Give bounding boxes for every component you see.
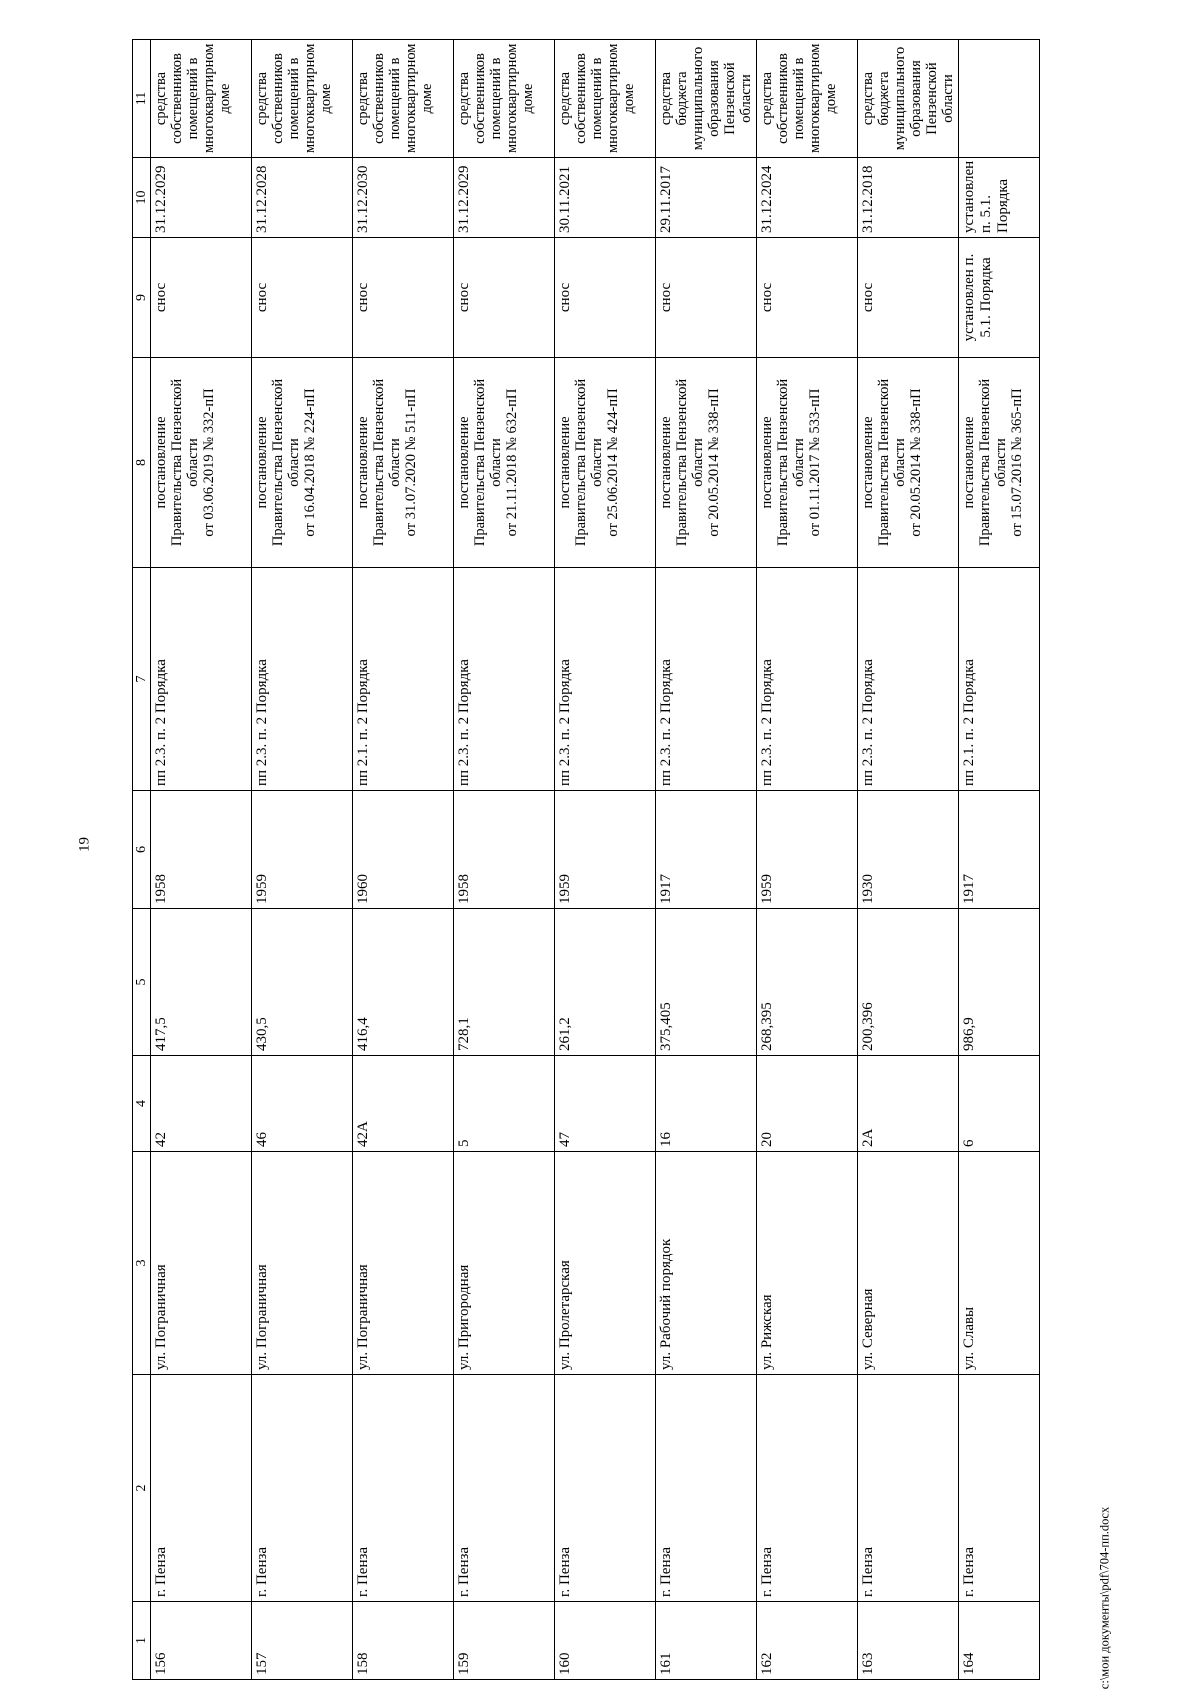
city-cell: г. Пенза: [757, 1375, 858, 1602]
decree-line: от 03.06.2019 № 332-пП: [201, 388, 217, 537]
column-header: 10: [133, 158, 151, 238]
funding-line: помещений в: [488, 57, 504, 140]
funding-line: области: [738, 74, 754, 123]
column-header: 3: [133, 1152, 151, 1375]
basis-cell: пп 2.3. п. 2 Порядка: [555, 568, 656, 791]
column-header: 11: [133, 40, 151, 158]
funding-line: муниципального: [892, 46, 908, 151]
street-cell: ул. Пограничная: [151, 1152, 252, 1375]
basis-cell: пп 2.3. п. 2 Порядка: [757, 568, 858, 791]
basis-cell: пп 2.3. п. 2 Порядка: [858, 568, 959, 791]
city-cell: г. Пенза: [858, 1375, 959, 1602]
decree-line: от 01.11.2017 № 533-пП: [807, 388, 823, 537]
area-cell: 430,5: [252, 909, 353, 1056]
area-cell: 268,395: [757, 909, 858, 1056]
funding-line: средства: [759, 71, 775, 126]
house-number-cell: 46: [252, 1056, 353, 1152]
house-number-cell: 16: [656, 1056, 757, 1152]
decree-line: от 20.05.2014 № 338-пП: [706, 388, 722, 537]
house-number-cell: 42А: [353, 1056, 454, 1152]
decree-cell: [151, 358, 252, 568]
street-cell: ул. Рижская: [757, 1152, 858, 1375]
deadline-cell: установлен п. 5.1. Порядка: [959, 158, 1040, 238]
decree-cell: [454, 358, 555, 568]
decree-line: области: [387, 438, 403, 487]
column-header: 6: [133, 791, 151, 909]
action-cell: установлен п. 5.1. Порядка: [959, 238, 1040, 358]
table-row: [858, 40, 959, 1680]
funding-line: помещений в: [791, 57, 807, 140]
action-cell: снос: [656, 238, 757, 358]
deadline-cell: 31.12.2028: [252, 158, 353, 238]
column-header: 1: [133, 1602, 151, 1680]
house-number-cell: 42: [151, 1056, 252, 1152]
funding-line: доме: [419, 83, 435, 114]
house-number-cell: 20: [757, 1056, 858, 1152]
decree-cell: [656, 358, 757, 568]
action-cell: снос: [555, 238, 656, 358]
year-cell: 1917: [656, 791, 757, 909]
year-cell: 1959: [757, 791, 858, 909]
header-row: [133, 40, 151, 1680]
street-cell: ул. Рабочий порядок: [656, 1152, 757, 1375]
funding-cell: [858, 40, 959, 158]
year-cell: 1958: [151, 791, 252, 909]
area-cell: 375,405: [656, 909, 757, 1056]
decree-line: постановление: [153, 416, 169, 509]
funding-cell: [656, 40, 757, 158]
funding-line: бюджета: [876, 71, 892, 126]
street-cell: ул. Пограничная: [252, 1152, 353, 1375]
row-number-cell: 160: [555, 1602, 656, 1680]
row-number-cell: 157: [252, 1602, 353, 1680]
street-cell: ул. Пригородная: [454, 1152, 555, 1375]
decree-line: от 31.07.2020 № 511-пП: [403, 388, 419, 537]
funding-line: доме: [318, 83, 334, 114]
action-cell: снос: [151, 238, 252, 358]
decree-line: области: [286, 438, 302, 487]
decree-line: области: [185, 438, 201, 487]
decree-line: области: [791, 438, 807, 487]
decree-line: постановление: [658, 416, 674, 509]
year-cell: 1958: [454, 791, 555, 909]
funding-line: образования: [908, 60, 924, 137]
year-cell: 1959: [252, 791, 353, 909]
decree-line: Правительства Пензенской: [876, 378, 892, 547]
funding-line: средства: [658, 71, 674, 126]
decree-line: Правительства Пензенской: [573, 378, 589, 547]
area-cell: 417,5: [151, 909, 252, 1056]
decree-cell: [959, 358, 1040, 568]
column-header: 2: [133, 1375, 151, 1602]
funding-line: средства: [557, 71, 573, 126]
area-cell: 416,4: [353, 909, 454, 1056]
decree-line: области: [993, 438, 1009, 487]
funding-line: доме: [621, 83, 637, 114]
deadline-cell: 31.12.2024: [757, 158, 858, 238]
row-number-cell: 156: [151, 1602, 252, 1680]
funding-line: многоквартирном: [302, 43, 318, 153]
table-row: [555, 40, 656, 1680]
deadline-cell: 31.12.2030: [353, 158, 454, 238]
decree-line: от 20.05.2014 № 338-пП: [908, 388, 924, 537]
street-cell: ул. Пограничная: [353, 1152, 454, 1375]
deadline-cell: 30.11.2021: [555, 158, 656, 238]
funding-line: многоквартирном: [807, 43, 823, 153]
decree-line: области: [488, 438, 504, 487]
decree-line: Правительства Пензенской: [775, 378, 791, 547]
funding-line: средства: [254, 71, 270, 126]
city-cell: г. Пенза: [555, 1375, 656, 1602]
decree-line: постановление: [254, 416, 270, 509]
row-number-cell: 164: [959, 1602, 1040, 1680]
year-cell: 1930: [858, 791, 959, 909]
funding-line: собственников: [169, 53, 185, 144]
funding-line: области: [940, 74, 956, 123]
decree-line: постановление: [355, 416, 371, 509]
deadline-cell: 31.12.2018: [858, 158, 959, 238]
funding-line: доме: [520, 83, 536, 114]
funding-line: помещений в: [387, 57, 403, 140]
table-row: [454, 40, 555, 1680]
row-number-cell: 158: [353, 1602, 454, 1680]
area-cell: 986,9: [959, 909, 1040, 1056]
decree-line: постановление: [759, 416, 775, 509]
table-row: [757, 40, 858, 1680]
funding-cell: [151, 40, 252, 158]
decree-line: от 15.07.2016 № 365-пП: [1009, 388, 1025, 537]
footer-file-path: [1090, 1506, 1120, 1690]
column-header: 8: [133, 358, 151, 568]
funding-line: муниципального: [690, 46, 706, 151]
column-header: 7: [133, 568, 151, 791]
decree-line: области: [892, 438, 908, 487]
basis-cell: пп 2.3. п. 2 Порядка: [454, 568, 555, 791]
action-cell: снос: [353, 238, 454, 358]
decree-line: от 25.06.2014 № 424-пП: [605, 388, 621, 537]
decree-cell: [353, 358, 454, 568]
house-number-cell: 2А: [858, 1056, 959, 1152]
funding-cell: [959, 40, 1040, 158]
year-cell: 1917: [959, 791, 1040, 909]
house-number-cell: 6: [959, 1056, 1040, 1152]
funding-line: помещений в: [286, 57, 302, 140]
decree-line: от 16.04.2018 № 224-пП: [302, 388, 318, 537]
basis-cell: пп 2.3. п. 2 Порядка: [252, 568, 353, 791]
table-row: [656, 40, 757, 1680]
funding-line: бюджета: [674, 71, 690, 126]
decree-line: Правительства Пензенской: [674, 378, 690, 547]
funding-line: помещений в: [185, 57, 201, 140]
funding-line: средства: [860, 71, 876, 126]
decree-cell: [555, 358, 656, 568]
decree-line: Правительства Пензенской: [472, 378, 488, 547]
funding-line: помещений в: [589, 57, 605, 140]
deadline-cell: 29.11.2017: [656, 158, 757, 238]
city-cell: г. Пенза: [454, 1375, 555, 1602]
area-cell: 200,396: [858, 909, 959, 1056]
funding-line: собственников: [371, 53, 387, 144]
funding-line: образования: [706, 60, 722, 137]
row-number-cell: 159: [454, 1602, 555, 1680]
city-cell: г. Пенза: [353, 1375, 454, 1602]
funding-line: доме: [217, 83, 233, 114]
funding-line: доме: [823, 83, 839, 114]
basis-cell: пп 2.1. п. 2 Порядка: [959, 568, 1040, 791]
decree-line: от 21.11.2018 № 632-пП: [504, 388, 520, 537]
decree-cell: [252, 358, 353, 568]
column-header: 9: [133, 238, 151, 358]
year-cell: 1960: [353, 791, 454, 909]
decree-line: постановление: [860, 416, 876, 509]
decree-line: области: [589, 438, 605, 487]
funding-line: Пензенской: [722, 62, 738, 135]
funding-cell: [555, 40, 656, 158]
funding-line: Пензенской: [924, 62, 940, 135]
funding-cell: [252, 40, 353, 158]
year-cell: 1959: [555, 791, 656, 909]
table-row: [959, 40, 1040, 1680]
house-number-cell: 47: [555, 1056, 656, 1152]
decree-line: постановление: [961, 416, 977, 509]
city-cell: г. Пенза: [959, 1375, 1040, 1602]
decree-line: Правительства Пензенской: [169, 378, 185, 547]
action-cell: снос: [858, 238, 959, 358]
decree-line: постановление: [456, 416, 472, 509]
funding-line: собственников: [472, 53, 488, 144]
deadline-cell: 31.12.2029: [454, 158, 555, 238]
row-number-cell: 161: [656, 1602, 757, 1680]
funding-cell: [353, 40, 454, 158]
street-cell: ул. Пролетарская: [555, 1152, 656, 1375]
decree-line: Правительства Пензенской: [270, 378, 286, 547]
city-cell: г. Пенза: [656, 1375, 757, 1602]
funding-cell: [757, 40, 858, 158]
street-cell: ул. Славы: [959, 1152, 1040, 1375]
area-cell: 728,1: [454, 909, 555, 1056]
page-number: 19: [76, 837, 93, 852]
house-number-cell: 5: [454, 1056, 555, 1152]
funding-line: многоквартирном: [504, 43, 520, 153]
action-cell: снос: [252, 238, 353, 358]
city-cell: г. Пенза: [151, 1375, 252, 1602]
row-number-cell: 162: [757, 1602, 858, 1680]
funding-line: многоквартирном: [201, 43, 217, 153]
table-row: [151, 40, 252, 1680]
table-row: [353, 40, 454, 1680]
area-cell: 261,2: [555, 909, 656, 1056]
funding-line: собственников: [775, 53, 791, 144]
deadline-cell: 31.12.2029: [151, 158, 252, 238]
column-header: 5: [133, 909, 151, 1056]
funding-line: собственников: [270, 53, 286, 144]
funding-cell: [454, 40, 555, 158]
decree-line: Правительства Пензенской: [977, 378, 993, 547]
funding-line: многоквартирном: [605, 43, 621, 153]
street-cell: ул. Северная: [858, 1152, 959, 1375]
funding-line: средства: [153, 71, 169, 126]
funding-line: средства: [456, 71, 472, 126]
decree-line: постановление: [557, 416, 573, 509]
housing-table: [132, 39, 1040, 1680]
decree-line: Правительства Пензенской: [371, 378, 387, 547]
city-cell: г. Пенза: [252, 1375, 353, 1602]
footer-path-text: c:\мои документы\pdf\704-пп.docx: [1097, 1506, 1112, 1690]
basis-cell: пп 2.3. п. 2 Порядка: [656, 568, 757, 791]
funding-line: собственников: [573, 53, 589, 144]
decree-line: области: [690, 438, 706, 487]
table-row: [252, 40, 353, 1680]
action-cell: снос: [757, 238, 858, 358]
funding-line: многоквартирном: [403, 43, 419, 153]
row-number-cell: 163: [858, 1602, 959, 1680]
decree-cell: [858, 358, 959, 568]
basis-cell: пп 2.1. п. 2 Порядка: [353, 568, 454, 791]
action-cell: снос: [454, 238, 555, 358]
basis-cell: пп 2.3. п. 2 Порядка: [151, 568, 252, 791]
rotated-table-container: [132, 40, 1112, 1680]
decree-cell: [757, 358, 858, 568]
funding-line: средства: [355, 71, 371, 126]
column-header: 4: [133, 1056, 151, 1152]
